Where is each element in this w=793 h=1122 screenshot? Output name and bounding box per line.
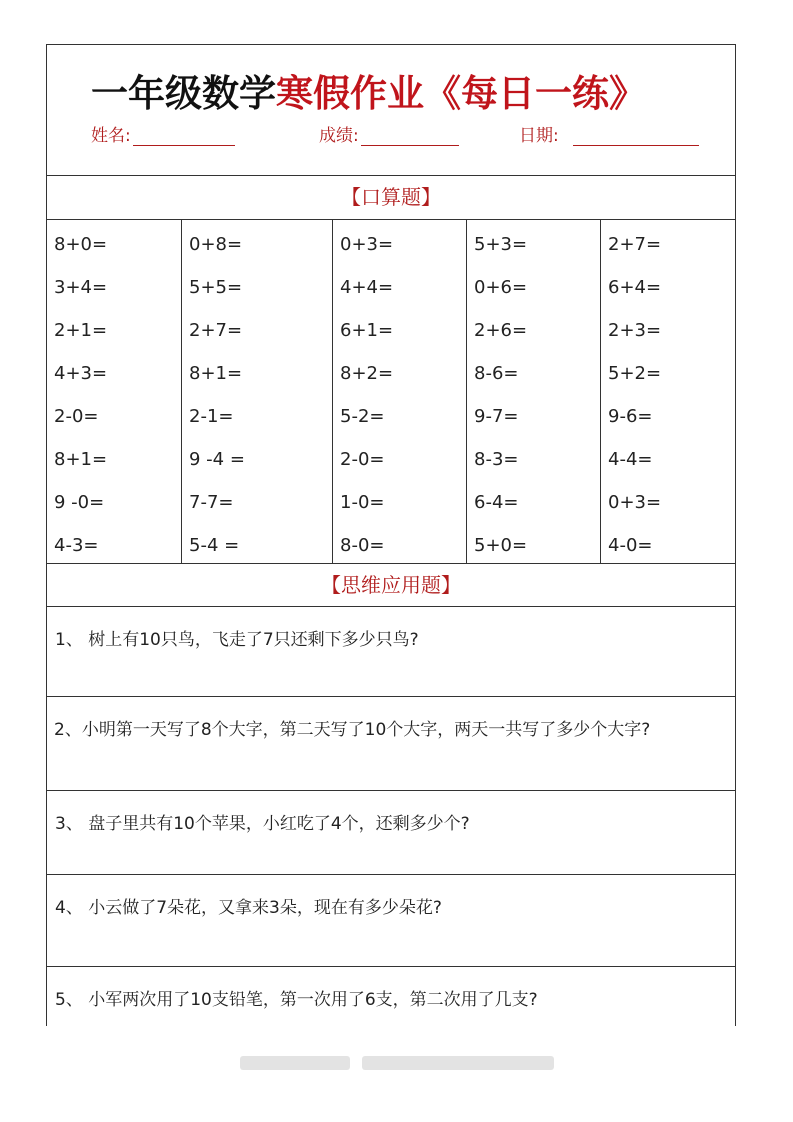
- oral-problem: 9-6=: [608, 406, 653, 427]
- oral-column-1: [47, 220, 181, 563]
- oral-problem: 4-4=: [608, 449, 653, 470]
- word-problem-text: 4、 小云做了7朵花，又拿来3朵，现在有多少朵花?: [55, 898, 442, 918]
- word-problem-1: [47, 607, 735, 697]
- oral-problem: 8-0=: [340, 535, 385, 556]
- thinking-section-title: 【思维应用题】: [47, 564, 735, 607]
- oral-problem: 9 -0=: [54, 492, 105, 513]
- oral-problem: 2-1=: [189, 406, 234, 427]
- word-problem-4: [47, 875, 735, 967]
- oral-column-4: [466, 220, 600, 563]
- title-homework: 寒假作业《每日一练》: [276, 72, 646, 115]
- word-problem-text: 5、 小军两次用了10支铅笔，第一次用了6支，第二次用了几支?: [55, 990, 538, 1010]
- score-field[interactable]: [319, 121, 459, 146]
- oral-problem: 2+7=: [608, 234, 662, 255]
- oral-problem: 4-0=: [608, 535, 653, 556]
- oral-problem-grid: [47, 220, 735, 564]
- oral-problem: 2+1=: [54, 320, 108, 341]
- oral-problem: 6-4=: [474, 492, 519, 513]
- worksheet-header: [47, 45, 735, 176]
- word-problem-text: 2、小明第一天写了8个大字，第二天写了10个大字，两天一共写了多少个大字?: [54, 720, 651, 740]
- name-field[interactable]: [91, 121, 235, 146]
- word-problem-text: 3、 盘子里共有10个苹果，小红吃了4个，还剩多少个?: [55, 814, 470, 834]
- date-field[interactable]: [519, 121, 699, 146]
- name-label: 姓名:: [91, 126, 131, 146]
- oral-problem: 2+6=: [474, 320, 528, 341]
- oral-problem: 7-7=: [189, 492, 234, 513]
- oral-problem: 5+5=: [189, 277, 243, 298]
- oral-problem: 8+0=: [54, 234, 108, 255]
- worksheet: [46, 44, 736, 1026]
- oral-problem: 0+3=: [608, 492, 662, 513]
- title-grade-subject: 一年级数学: [91, 72, 276, 115]
- oral-problem: 4+3=: [54, 363, 108, 384]
- footer-watermark: [240, 1056, 350, 1070]
- oral-problem: 9-7=: [474, 406, 519, 427]
- oral-problem: 8+2=: [340, 363, 394, 384]
- oral-problem: 6+1=: [340, 320, 394, 341]
- oral-problem: 8+1=: [189, 363, 243, 384]
- oral-problem: 4+4=: [340, 277, 394, 298]
- oral-problem: 2-0=: [54, 406, 99, 427]
- date-label: 日期:: [519, 126, 559, 146]
- oral-problem: 5+3=: [474, 234, 528, 255]
- oral-problem: 0+8=: [189, 234, 243, 255]
- oral-problem: 8-3=: [474, 449, 519, 470]
- oral-problem: 2+3=: [608, 320, 662, 341]
- oral-problem: 3+4=: [54, 277, 108, 298]
- oral-column-2: [181, 220, 332, 563]
- oral-problem: 0+3=: [340, 234, 394, 255]
- score-blank[interactable]: [361, 127, 459, 146]
- date-blank[interactable]: [573, 127, 699, 146]
- worksheet-title: [91, 63, 646, 117]
- oral-problem: 6+4=: [608, 277, 662, 298]
- score-label: 成绩:: [319, 126, 359, 146]
- oral-column-5: [600, 220, 735, 563]
- oral-section-title: 【口算题】: [47, 175, 735, 220]
- word-problem-text: 1、 树上有10只鸟，飞走了7只还剩下多少只鸟?: [55, 630, 419, 650]
- oral-problem: 9 -4 =: [189, 449, 245, 470]
- oral-problem: 5+0=: [474, 535, 528, 556]
- oral-problem: 4-3=: [54, 535, 99, 556]
- oral-problem: 2-0=: [340, 449, 385, 470]
- oral-problem: 5-2=: [340, 406, 385, 427]
- word-problem-2: [47, 697, 735, 791]
- oral-problem: 1-0=: [340, 492, 385, 513]
- footer-watermark: [362, 1056, 554, 1070]
- oral-problem: 8+1=: [54, 449, 108, 470]
- oral-problem: 0+6=: [474, 277, 528, 298]
- word-problem-5: [47, 967, 735, 1027]
- oral-problem: 5-4 =: [189, 535, 240, 556]
- oral-problem: 5+2=: [608, 363, 662, 384]
- word-problem-3: [47, 791, 735, 875]
- oral-problem: 2+7=: [189, 320, 243, 341]
- oral-problem: 8-6=: [474, 363, 519, 384]
- oral-column-3: [332, 220, 466, 563]
- name-blank[interactable]: [133, 127, 235, 146]
